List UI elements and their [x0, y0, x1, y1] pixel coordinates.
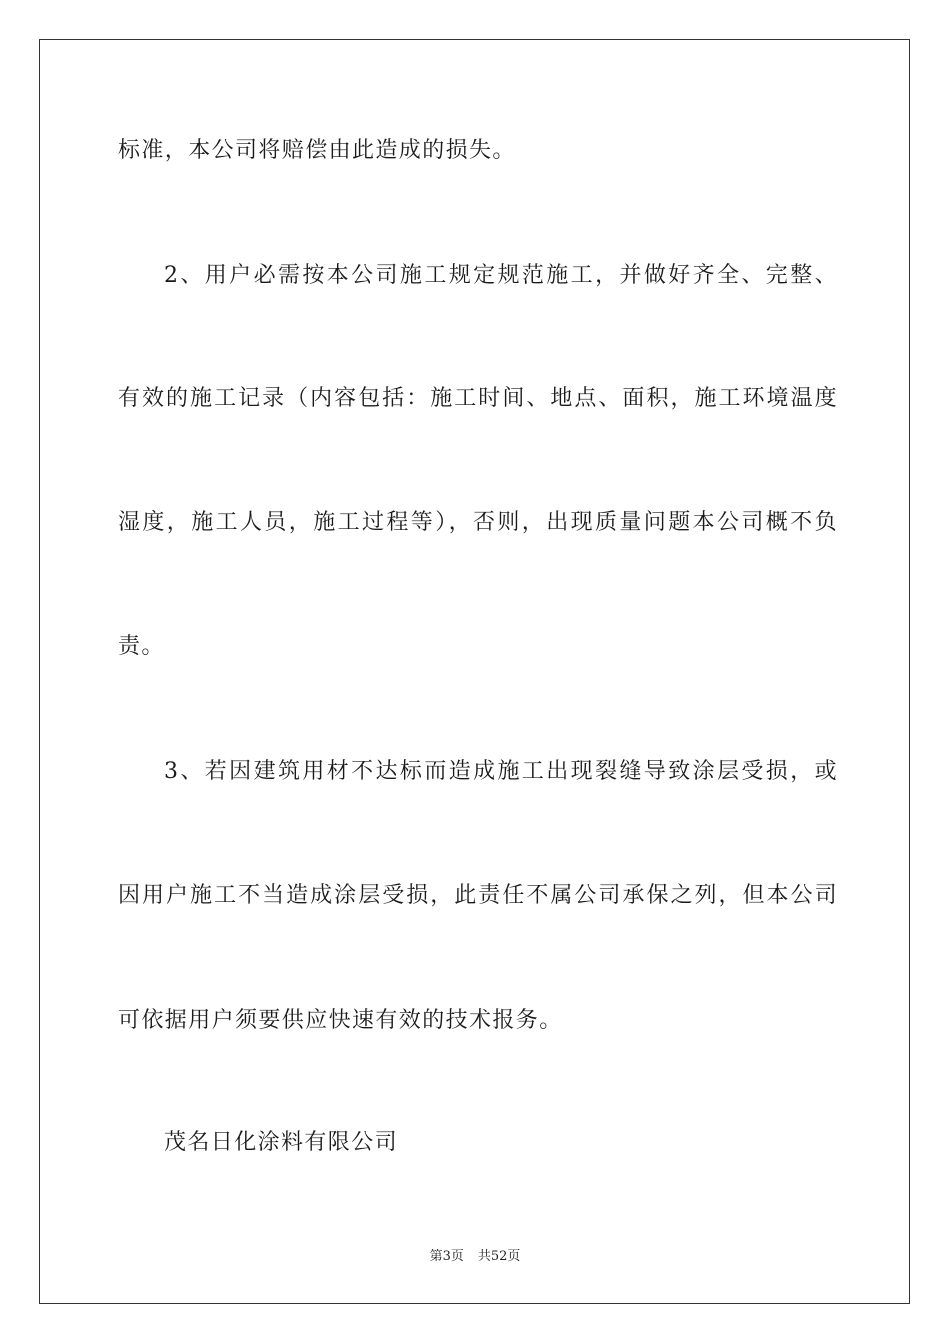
company-name: 茂名日化涂料有限公司 — [164, 1130, 399, 1155]
paragraph-line-3: 有效的施工记录（内容包括：施工时间、地点、面积，施工环境温度 — [118, 386, 838, 411]
paragraph-line-6: 3、若因建筑用材不达标而造成施工出现裂缝导致涂层受损，或 — [164, 759, 838, 784]
page-number: 第3页 — [429, 1249, 464, 1264]
page-footer — [0, 1248, 950, 1266]
page-border — [39, 39, 910, 1304]
paragraph-line-7: 因用户施工不当造成涂层受损，此责任不属公司承保之列，但本公司 — [118, 883, 838, 908]
paragraph-line-8: 可依据用户须要供应快速有效的技术报务。 — [118, 1008, 563, 1033]
paragraph-line-4: 湿度，施工人员，施工过程等），否则，出现质量问题本公司概不负 — [118, 510, 838, 535]
page-total: 共52页 — [477, 1249, 521, 1264]
paragraph-line-1: 标准，本公司将赔偿由此造成的损失。 — [118, 138, 516, 163]
paragraph-line-2: 2、用户必需按本公司施工规定规范施工，并做好齐全、完整、 — [164, 263, 838, 288]
paragraph-line-5: 责。 — [118, 634, 165, 659]
